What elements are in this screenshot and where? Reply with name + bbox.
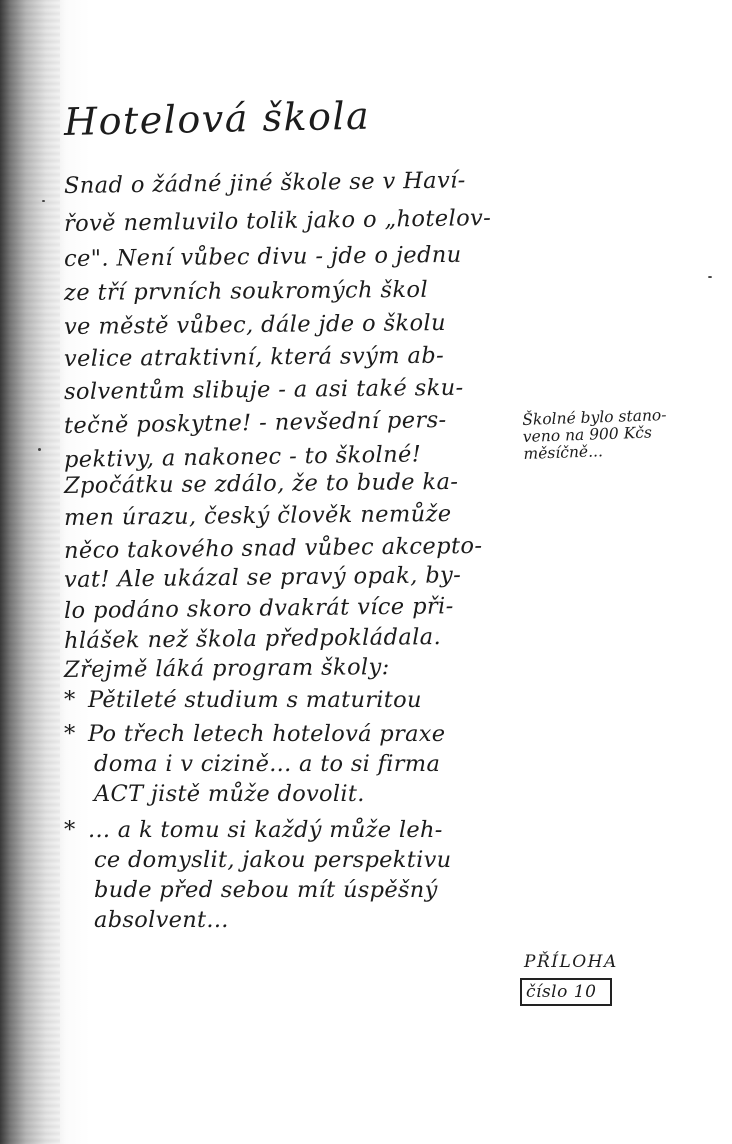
- asterisk-bullet: *: [64, 817, 76, 843]
- appendix-stamp: [520, 952, 616, 1008]
- list-item: [64, 720, 445, 748]
- body-line: něco takového snad vůbec akcepto-: [63, 532, 483, 564]
- body-line: ce". Není vůbec divu - jde o jednu: [63, 241, 462, 272]
- scan-speck: [708, 276, 712, 278]
- side-note-line: veno na 900 Kčs: [522, 423, 653, 446]
- appendix-label: PŘÍLOHA: [524, 952, 618, 972]
- page-title: Hotelová škola: [63, 93, 371, 144]
- body-line: solventům slibuje - a asi také sku-: [63, 374, 464, 405]
- list-item-continuation: ACT jistě může dovolit.: [94, 781, 365, 807]
- asterisk-bullet: *: [64, 721, 76, 747]
- asterisk-bullet: *: [64, 687, 76, 713]
- list-item: [64, 816, 443, 844]
- list-item-continuation: doma i v cizině... a to si firma: [94, 751, 441, 777]
- body-line: vat! Ale ukázal se pravý opak, by-: [63, 562, 462, 593]
- scan-speck: [38, 448, 41, 451]
- body-line: ze tří prvních soukromých škol: [63, 276, 429, 306]
- body-line: lo podáno skoro dvakrát více při-: [63, 593, 454, 624]
- body-line: tečně poskytne! - nevšední pers-: [63, 406, 447, 439]
- body-line: Zpočátku se zdálo, že to bude ka-: [63, 468, 459, 499]
- body-line: hlášek než škola předpokládala.: [63, 624, 442, 654]
- body-line: řově nemluvilo tolik jako o „hotelov-: [63, 205, 492, 237]
- list-item-continuation: ce domyslit, jakou perspektivu: [94, 847, 452, 873]
- body-line: velice atraktivní, která svým ab-: [63, 342, 445, 372]
- body-line: Snad o žádné jiné škole se v Haví-: [63, 167, 466, 199]
- list-item-text: Pětileté studium s maturitou: [88, 687, 422, 713]
- side-note-line: Školné bylo stano-: [521, 405, 667, 429]
- list-item-text: ... a k tomu si každý může leh-: [88, 817, 443, 843]
- body-line: pektivy, a nakonec - to školné!: [63, 441, 422, 473]
- body-line: Zřejmě láká program školy:: [63, 654, 390, 683]
- list-item-continuation: absolvent...: [94, 907, 229, 933]
- appendix-number: číslo 10: [520, 978, 612, 1006]
- scan-speck: [42, 200, 45, 202]
- body-line: ve městě vůbec, dále jde o školu: [63, 310, 447, 340]
- list-item-text: Po třech letech hotelová praxe: [88, 721, 446, 747]
- list-item-continuation: bude před sebou mít úspěšný: [94, 877, 438, 903]
- side-note-line: měsíčně...: [523, 442, 604, 463]
- side-note: [522, 405, 724, 463]
- body-line: men úrazu, český člověk nemůže: [63, 500, 452, 531]
- binding-shadow: [0, 0, 60, 1144]
- list-item: [64, 686, 422, 714]
